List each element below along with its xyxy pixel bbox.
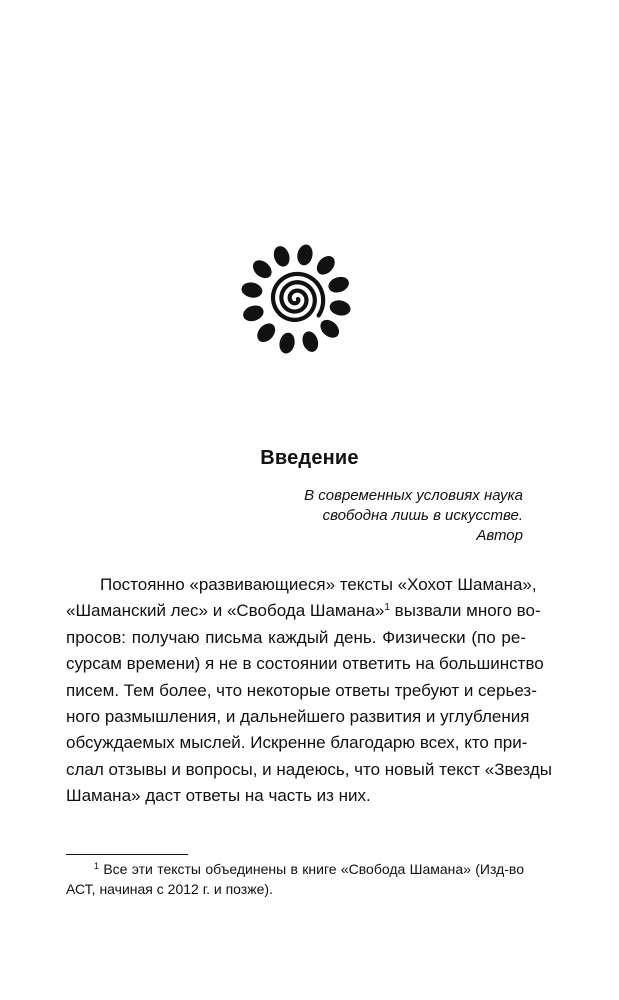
emblem-ray <box>254 320 279 346</box>
emblem-ray <box>317 316 343 341</box>
footnote <box>66 859 524 899</box>
body-line: писем. Тем более, что некоторые ответы требуют и серьез- <box>66 680 537 700</box>
chapter-title: Введение <box>260 447 359 469</box>
footnote-text: Все эти тексты объединены в книге «Свобода Шамана» (Изд-во <box>103 861 524 877</box>
body-line-part: «Шаманский лес» и «Свобода Шамана» <box>66 601 385 621</box>
body-line-part: вызвали много во- <box>394 601 541 621</box>
body-line: Постоянно «развивающиеся» тексты «Хохот Шамана», <box>100 575 537 594</box>
emblem-ray <box>328 298 352 317</box>
epigraph-line-2: свободна лишь в искусстве. <box>322 507 523 524</box>
body-line: просов: получаю письма каждый день. Физически (по ре- <box>66 627 526 647</box>
footnote-line <box>66 859 524 879</box>
body-paragraph <box>66 572 552 810</box>
emblem-ray <box>326 274 351 295</box>
emblem-ray <box>278 331 297 355</box>
emblem-ray <box>241 303 266 324</box>
footnote-divider <box>66 854 188 855</box>
epigraph <box>304 486 523 546</box>
emblem-ray <box>313 252 338 278</box>
body-line: слал отзывы и вопросы, и надеюсь, что новый текст «Звезды <box>66 759 552 779</box>
body-line: ного размышления, и дальнейшего развития и углубления <box>66 706 530 726</box>
epigraph-attribution: Автор <box>476 527 523 544</box>
emblem-ray <box>295 243 314 267</box>
emblem-spiral-line <box>273 274 323 320</box>
emblem-ray <box>300 329 321 354</box>
emblem-ray <box>271 244 292 269</box>
body-line: обсуждаемых мыслей. Искренне благодарю всех, кто при- <box>66 733 528 753</box>
footnote-line: АСТ, начиная с 2012 г. и позже). <box>66 881 273 897</box>
epigraph-line-1: В современных условиях наука <box>304 487 523 504</box>
body-line <box>66 598 541 624</box>
footnote-reference[interactable]: 1 <box>384 602 390 614</box>
emblem-spiral <box>273 274 323 320</box>
body-line: Шамана» даст ответы на часть из них. <box>66 786 371 806</box>
footnote-marker: 1 <box>94 861 100 871</box>
spiral-sun-icon <box>236 239 356 359</box>
emblem-ray <box>249 257 275 282</box>
body-line: сурсам времени) я не в состоянии ответить на большинство <box>66 654 544 674</box>
emblem-ray <box>240 281 264 300</box>
